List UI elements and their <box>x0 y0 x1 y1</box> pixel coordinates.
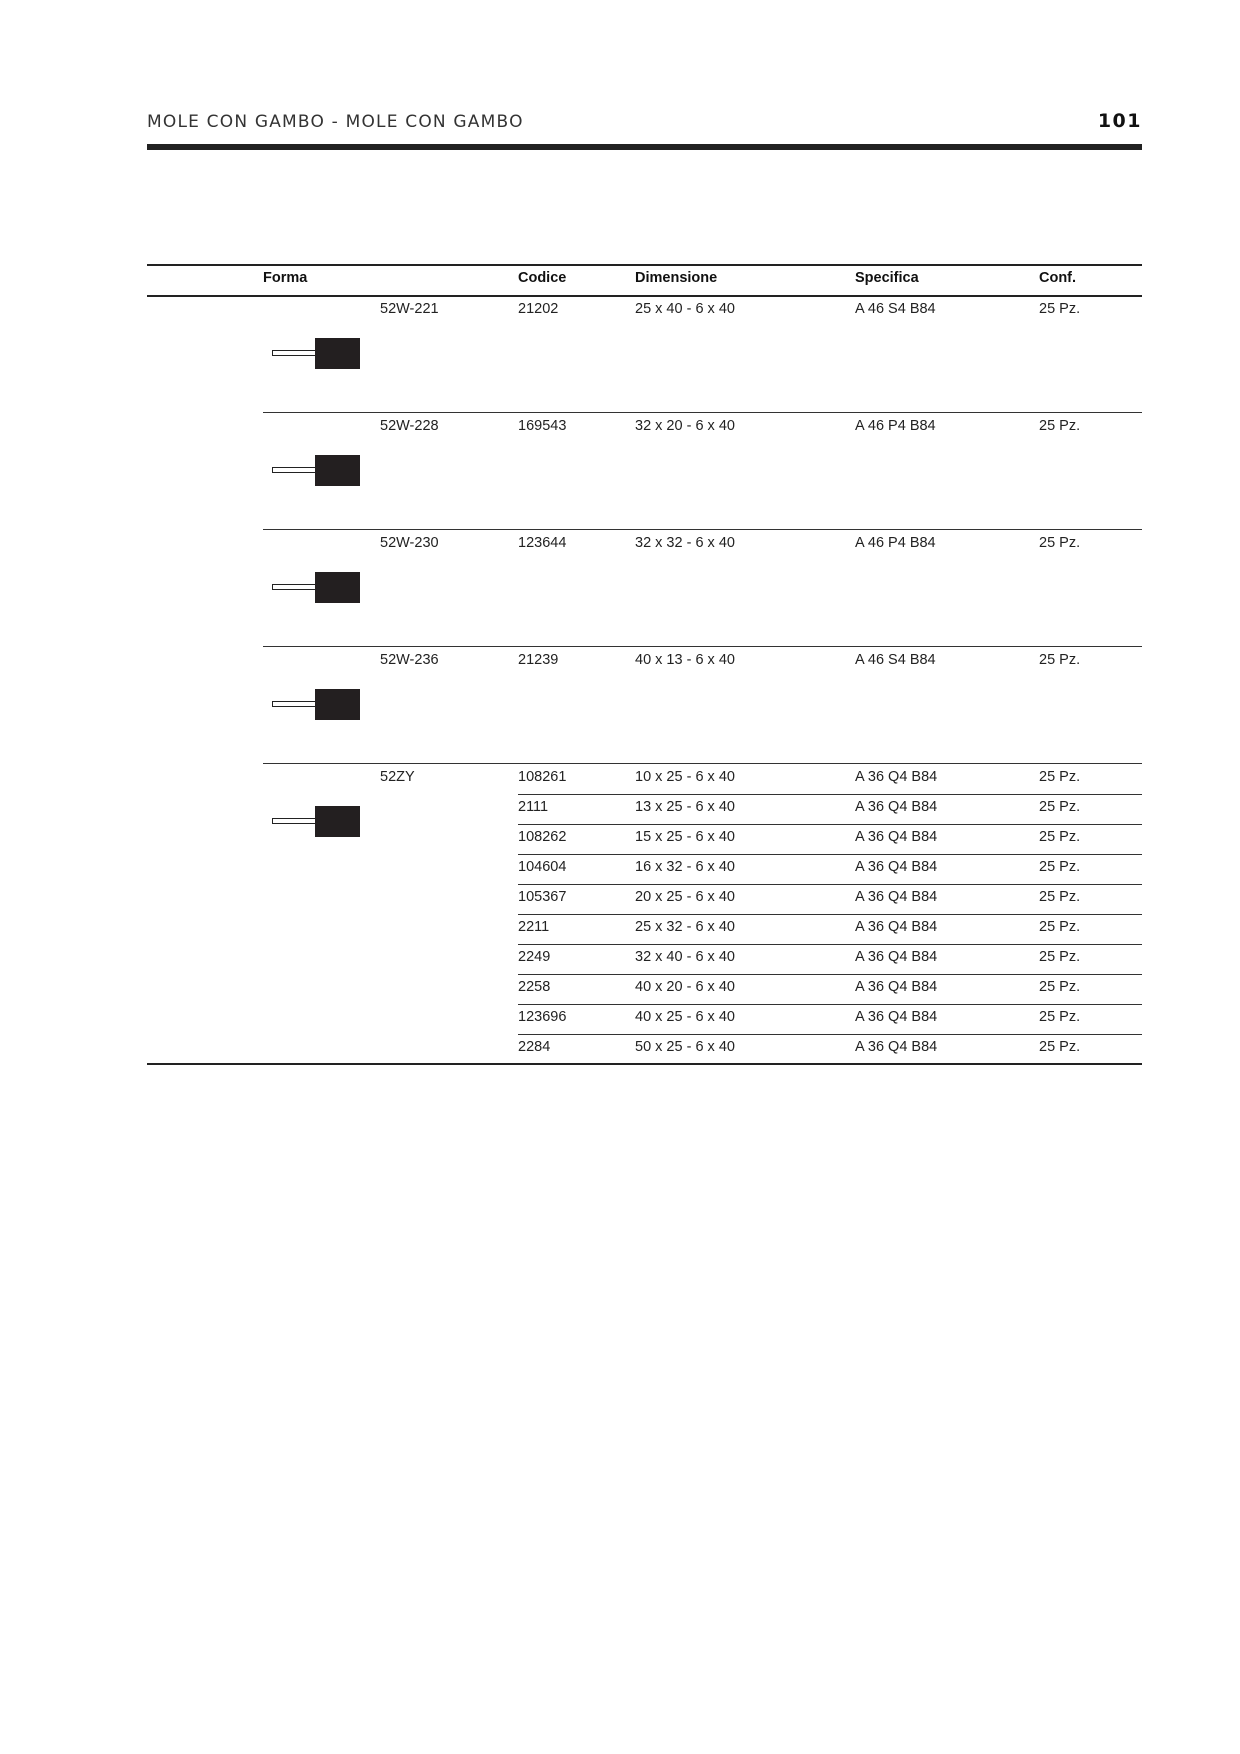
dimensione-cell: 40 x 13 - 6 x 40 <box>635 652 735 668</box>
specifica-cell: A 46 S4 B84 <box>855 301 936 317</box>
codice-cell: 108261 <box>518 769 567 785</box>
group-separator <box>263 529 1142 530</box>
row-separator <box>518 794 1142 795</box>
wheel-head <box>315 455 360 486</box>
specifica-cell: A 36 Q4 B84 <box>855 859 938 875</box>
codice-cell: 21239 <box>518 652 559 668</box>
dimensione-cell: 32 x 32 - 6 x 40 <box>635 535 735 551</box>
specifica-cell: A 36 Q4 B84 <box>855 979 938 995</box>
wheel-head <box>315 572 360 603</box>
conf-cell: 25 Pz. <box>1039 301 1081 317</box>
group-separator <box>263 412 1142 413</box>
conf-cell: 25 Pz. <box>1039 859 1081 875</box>
codice-cell: 104604 <box>518 859 567 875</box>
page-header <box>147 108 1142 148</box>
codice-cell: 2211 <box>518 919 550 935</box>
codice-cell: 108262 <box>518 829 567 845</box>
page-number: 101 <box>1097 110 1142 132</box>
dimensione-cell: 40 x 25 - 6 x 40 <box>635 1009 735 1025</box>
specifica-cell: A 46 S4 B84 <box>855 652 936 668</box>
dimensione-cell: 32 x 20 - 6 x 40 <box>635 418 735 434</box>
specifica-cell: A 36 Q4 B84 <box>855 919 938 935</box>
codice-cell: 123644 <box>518 535 567 551</box>
dimensione-cell: 25 x 40 - 6 x 40 <box>635 301 735 317</box>
conf-cell: 25 Pz. <box>1039 535 1081 551</box>
table-header <box>147 266 1142 296</box>
row-separator <box>518 944 1142 945</box>
conf-cell: 25 Pz. <box>1039 829 1081 845</box>
specifica-cell: A 36 Q4 B84 <box>855 829 938 845</box>
table-bottom-rule <box>147 1063 1142 1065</box>
wheel-head <box>315 338 360 369</box>
codice-cell: 2284 <box>518 1039 551 1055</box>
wheel-head <box>315 806 360 837</box>
specifica-cell: A 36 Q4 B84 <box>855 889 938 905</box>
shank <box>272 350 316 356</box>
conf-cell: 25 Pz. <box>1039 949 1081 965</box>
row-separator <box>518 974 1142 975</box>
row-separator <box>518 824 1142 825</box>
dimensione-cell: 16 x 32 - 6 x 40 <box>635 859 735 875</box>
column-header-conf: Conf. <box>1039 270 1077 286</box>
row-separator <box>518 1004 1142 1005</box>
dimensione-cell: 40 x 20 - 6 x 40 <box>635 979 735 995</box>
header-rule <box>147 144 1142 150</box>
codice-cell: 2249 <box>518 949 551 965</box>
specifica-cell: A 36 Q4 B84 <box>855 799 938 815</box>
forma-code: 52ZY <box>380 769 415 785</box>
specifica-cell: A 36 Q4 B84 <box>855 1039 938 1055</box>
codice-cell: 123696 <box>518 1009 567 1025</box>
dimensione-cell: 20 x 25 - 6 x 40 <box>635 889 735 905</box>
dimensione-cell: 10 x 25 - 6 x 40 <box>635 769 735 785</box>
group-separator <box>263 646 1142 647</box>
conf-cell: 25 Pz. <box>1039 919 1081 935</box>
shank <box>272 584 316 590</box>
table-header-rule <box>147 295 1142 297</box>
specifica-cell: A 46 P4 B84 <box>855 535 936 551</box>
column-header-dimensione: Dimensione <box>635 270 718 286</box>
column-header-specifica: Specifica <box>855 270 919 286</box>
codice-cell: 169543 <box>518 418 567 434</box>
row-separator <box>518 1034 1142 1035</box>
header-title: MOLE CON GAMBO - MOLE CON GAMBO <box>147 112 524 132</box>
wheel-head <box>315 689 360 720</box>
column-header-codice: Codice <box>518 270 567 286</box>
forma-code: 52W-236 <box>380 652 439 668</box>
conf-cell: 25 Pz. <box>1039 979 1081 995</box>
row-separator <box>518 914 1142 915</box>
shank <box>272 818 316 824</box>
forma-code: 52W-228 <box>380 418 439 434</box>
shank <box>272 467 316 473</box>
dimensione-cell: 15 x 25 - 6 x 40 <box>635 829 735 845</box>
shank <box>272 701 316 707</box>
specifica-cell: A 36 Q4 B84 <box>855 769 938 785</box>
conf-cell: 25 Pz. <box>1039 418 1081 434</box>
codice-cell: 105367 <box>518 889 567 905</box>
codice-cell: 21202 <box>518 301 559 317</box>
codice-cell: 2111 <box>518 799 549 815</box>
conf-cell: 25 Pz. <box>1039 1009 1081 1025</box>
forma-code: 52W-230 <box>380 535 439 551</box>
dimensione-cell: 32 x 40 - 6 x 40 <box>635 949 735 965</box>
column-header-forma: Forma <box>263 270 308 286</box>
dimensione-cell: 25 x 32 - 6 x 40 <box>635 919 735 935</box>
row-separator <box>518 854 1142 855</box>
row-separator <box>518 884 1142 885</box>
dimensione-cell: 50 x 25 - 6 x 40 <box>635 1039 735 1055</box>
codice-cell: 2258 <box>518 979 551 995</box>
specifica-cell: A 36 Q4 B84 <box>855 949 938 965</box>
specifica-cell: A 46 P4 B84 <box>855 418 936 434</box>
group-separator <box>263 763 1142 764</box>
specifica-cell: A 36 Q4 B84 <box>855 1009 938 1025</box>
conf-cell: 25 Pz. <box>1039 799 1081 815</box>
forma-code: 52W-221 <box>380 301 439 317</box>
conf-cell: 25 Pz. <box>1039 889 1081 905</box>
conf-cell: 25 Pz. <box>1039 652 1081 668</box>
dimensione-cell: 13 x 25 - 6 x 40 <box>635 799 735 815</box>
conf-cell: 25 Pz. <box>1039 1039 1081 1055</box>
conf-cell: 25 Pz. <box>1039 769 1081 785</box>
